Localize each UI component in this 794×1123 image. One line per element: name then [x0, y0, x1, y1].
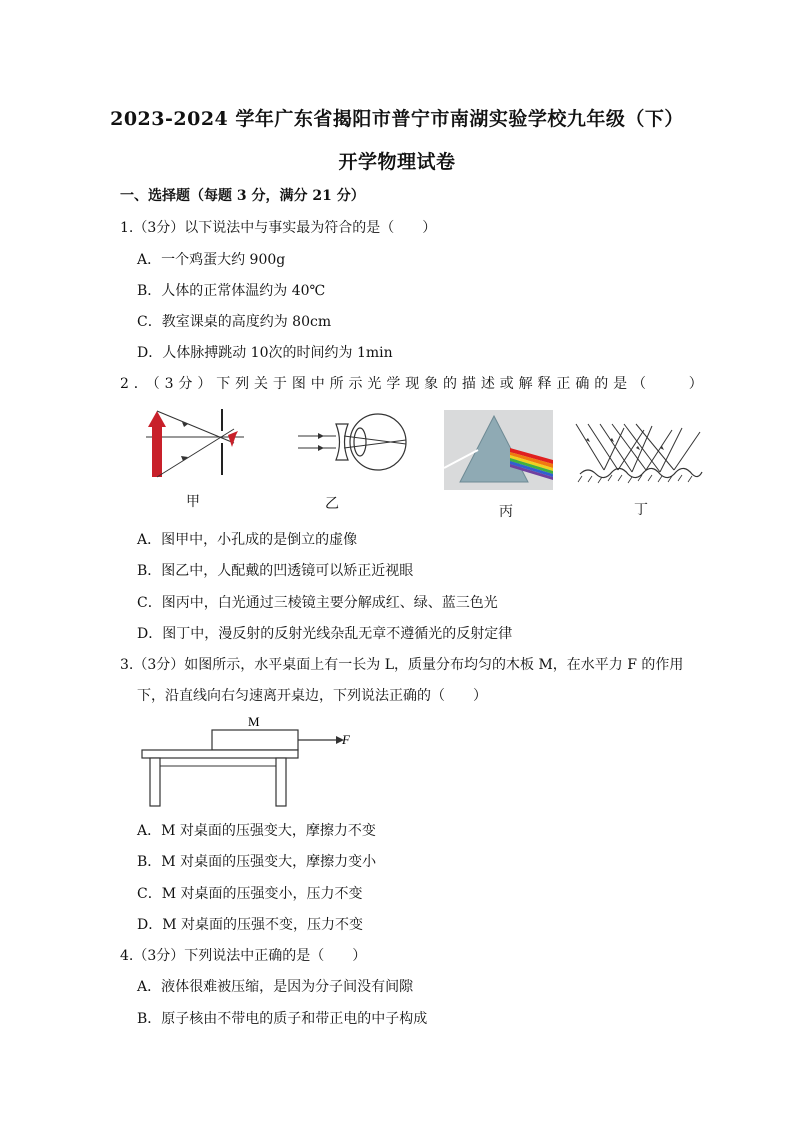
- exam-title-line1: 2023-2024 学年广东省揭阳市普宁市南湖实验学校九年级（下）: [110, 108, 684, 130]
- q3-option-a: A．M 对桌面的压强变大，摩擦力不变: [137, 823, 376, 839]
- q3-option-b: B．M 对桌面的压强变大，摩擦力变小: [137, 854, 377, 870]
- q3-option-c: C．M 对桌面的压强变小，压力不变: [137, 886, 363, 902]
- q1-option-c: C．教室课桌的高度约为 80cm: [137, 314, 332, 330]
- section-heading: 一、选择题（每题 3 分，满分 21 分）: [120, 188, 365, 204]
- figure-label-yi: 乙: [325, 496, 339, 512]
- board-m: [212, 730, 298, 750]
- pinhole-figure: [140, 405, 250, 485]
- q3-option-d: D．M 对桌面的压强不变，压力不变: [137, 917, 364, 933]
- exam-title-line2: 开学物理试卷: [338, 151, 456, 173]
- q2-option-c: C．图丙中，白光通过三棱镜主要分解成红、绿、蓝三色光: [137, 595, 498, 611]
- q2-option-a: A．图甲中，小孔成的是倒立的虚像: [137, 532, 358, 548]
- question-3-stem-line2: 下，沿直线向右匀速离开桌边，下列说法正确的（ ）: [137, 688, 487, 704]
- question-4-stem: 4.（3分）下列说法中正确的是（ ）: [120, 948, 367, 964]
- prism-figure: [444, 410, 553, 490]
- figure-label-jia: 甲: [186, 494, 200, 510]
- diffuse-reflection-figure: [574, 420, 704, 486]
- table-top: [142, 750, 298, 758]
- q4-option-a: A．液体很难被压缩，是因为分子间没有间隙: [137, 979, 414, 995]
- question-1-stem: 1.（3分）以下说法中与事实最为符合的是（ ）: [120, 220, 437, 236]
- lens-eye-figure: [296, 410, 416, 475]
- q1-option-d: D．人体脉搏跳动 10次的时间约为 1min: [137, 345, 393, 361]
- candle-arrow-icon: [148, 411, 166, 477]
- label-f: F: [342, 732, 350, 747]
- label-m: M: [248, 714, 260, 729]
- question-3-stem-line1: 3.（3分）如图所示，水平桌面上有一长为 L，质量分布均匀的木板 M，在水平力 F 的作用: [120, 657, 684, 673]
- figure-label-ding: 丁: [634, 502, 648, 518]
- q2-option-b: B．图乙中，人配戴的凹透镜可以矫正近视眼: [137, 563, 414, 579]
- inverted-image-icon: [228, 431, 238, 447]
- q4-option-b: B．原子核由不带电的质子和带正电的中子构成: [137, 1011, 428, 1027]
- q2-option-d: D．图丁中，漫反射的反射光线杂乱无章不遵循光的反射定律: [137, 626, 513, 642]
- figure-label-bing: 丙: [499, 504, 513, 520]
- table-board-figure: [140, 712, 360, 810]
- question-2-stem: 2．（3分）下列关于图中所示光学现象的描述或解释正确的是（ ）: [120, 376, 708, 392]
- q1-option-b: B．人体的正常体温约为 40℃: [137, 283, 326, 299]
- q1-option-a: A．一个鸡蛋大约 900g: [137, 252, 286, 268]
